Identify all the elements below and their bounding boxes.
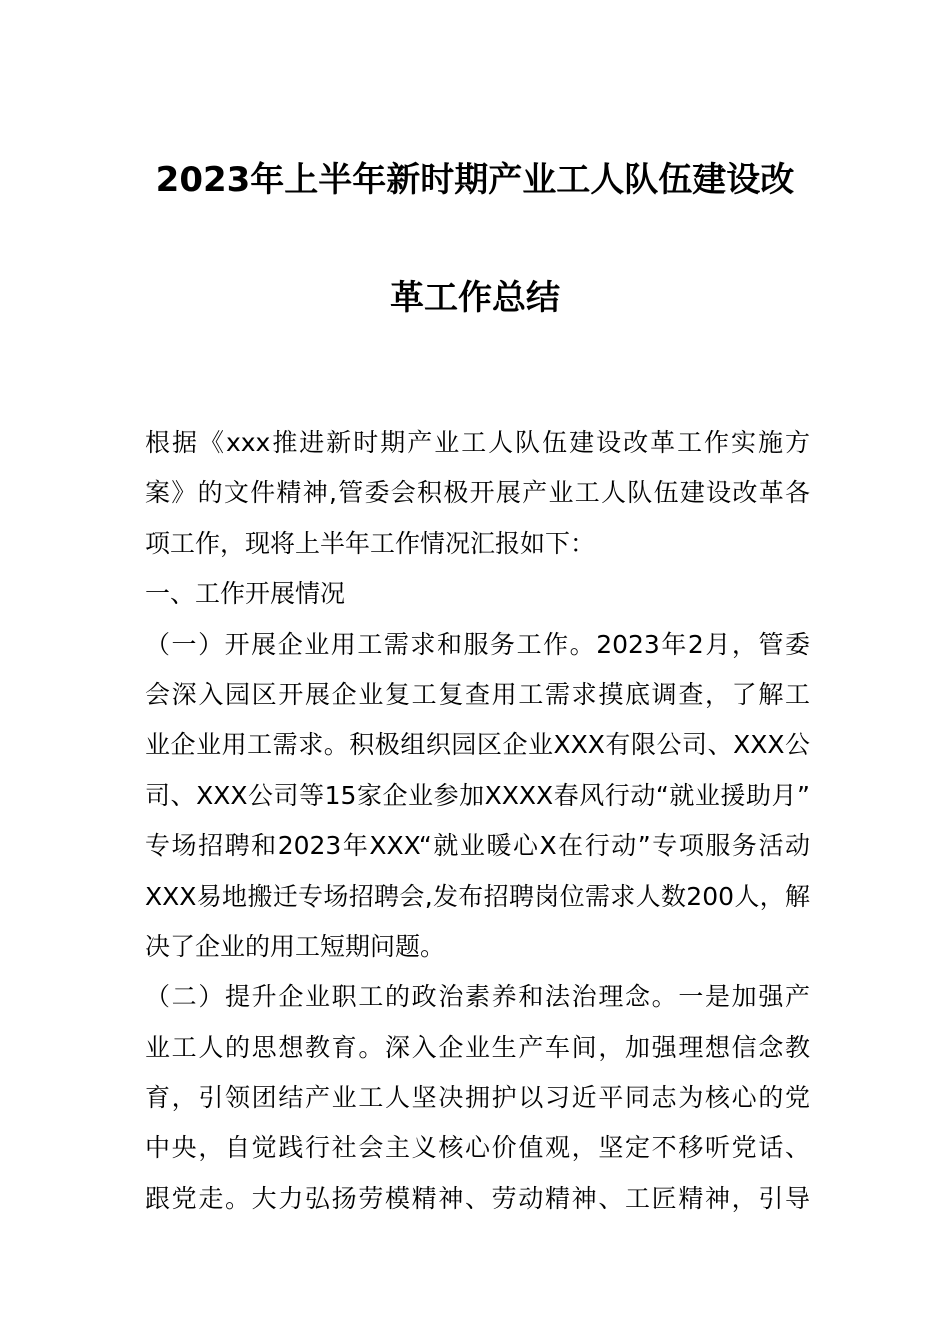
body-line: 根据《xxx推进新时期产业工人队伍建设改革工作实施方 [145,428,810,457]
body-line: （二）提升企业职工的政治素养和法治理念。一是加强产 [145,982,810,1012]
body-line: 育，引领团结产业工人坚决拥护以习近平同志为核心的党 [145,1083,810,1113]
body-line: 跟党走。大力弘扬劳模精神、劳动精神、工匠精神，引导 [145,1183,810,1213]
body-line: 业工人的思想教育。深入企业生产车间，加强理想信念教 [145,1032,810,1062]
body-line: 会深入园区开展企业复工复查用工需求摸底调查，了解工 [145,679,810,709]
document-title-line-1: 2023年上半年新时期产业工人队伍建设改 [155,160,795,200]
body-line: 司、XXX公司等15家企业参加XXXX春风行动“就业援助月” [145,780,810,810]
body-line: 业企业用工需求。积极组织园区企业XXX有限公司、XXX公 [145,730,810,760]
body-line: （一）开展企业用工需求和服务工作。2023年2月，管委 [145,629,810,659]
document-title-line-2: 革工作总结 [390,278,560,318]
body-line: 专场招聘和2023年XXX“就业暖心X在行动”专项服务活动 [145,831,810,861]
body-line: 决了企业的用工短期问题。 [145,931,446,961]
body-line: 一、工作开展情况 [145,579,346,609]
document-body [145,418,810,1224]
body-line: 项工作，现将上半年工作情况汇报如下： [145,528,596,558]
body-line: XXX易地搬迁专场招聘会,发布招聘岗位需求人数200人，解 [145,881,810,911]
body-line: 案》的文件精神,管委会积极开展产业工人队伍建设改革各 [145,478,810,508]
body-line: 中央，自觉践行社会主义核心价值观，坚定不移听党话、 [145,1133,810,1163]
